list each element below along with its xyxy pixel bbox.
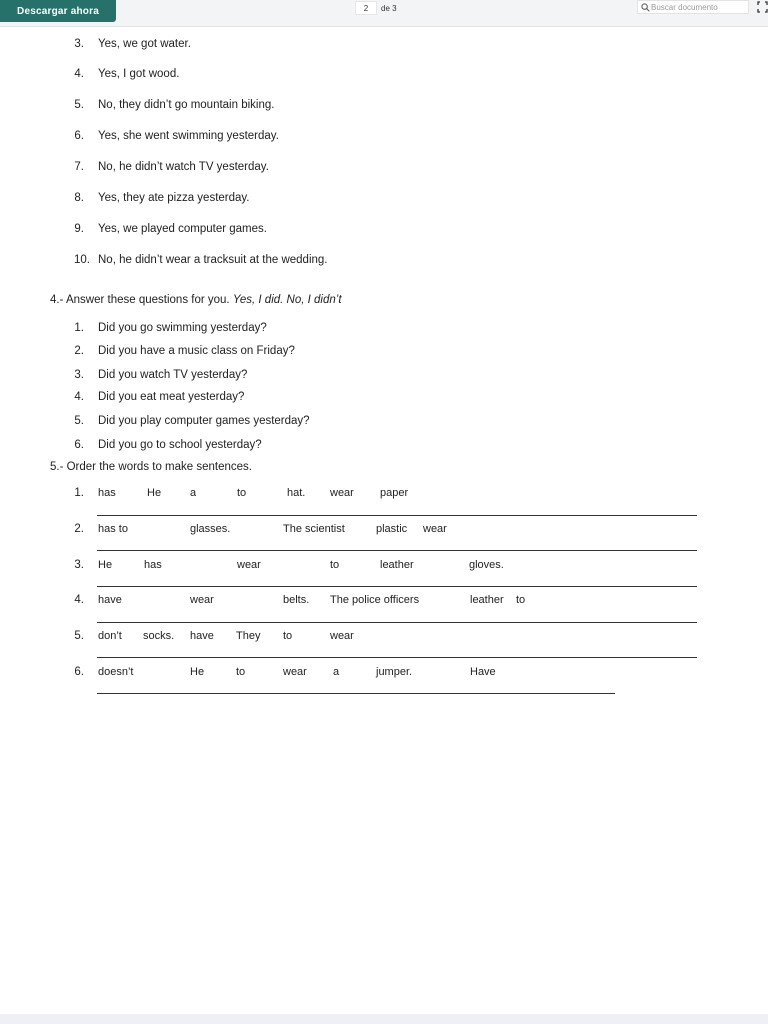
- scrambled-word: has to: [98, 523, 128, 535]
- scrambled-word: have: [98, 594, 122, 606]
- item-number: 5.: [74, 99, 84, 111]
- scrambled-word: leather: [380, 559, 414, 571]
- scrambled-word: doesn’t: [98, 666, 134, 678]
- scrambled-word: hat.: [287, 487, 306, 499]
- scrambled-word: belts.: [283, 594, 310, 606]
- scrambled-word: to: [236, 666, 246, 678]
- answer-line: [97, 515, 697, 516]
- scrambled-word: a: [190, 487, 197, 499]
- answer-line: [97, 657, 697, 658]
- section-4-title: 4.- Answer these questions for you.: [50, 294, 230, 306]
- page-number-input[interactable]: [355, 1, 377, 15]
- item-number: 3.: [74, 559, 84, 571]
- scrambled-word: wear: [283, 666, 307, 678]
- page-total-label: de 3: [381, 3, 397, 13]
- document-page: [0, 26, 768, 1016]
- scrambled-word: wear: [330, 487, 354, 499]
- fullscreen-icon[interactable]: [757, 1, 768, 13]
- answer-line: [97, 586, 697, 587]
- viewer-bottom-bar: [0, 1014, 768, 1024]
- scrambled-word: plastic: [376, 523, 408, 535]
- scrambled-word: to: [330, 559, 340, 571]
- section-4-heading: [50, 293, 342, 307]
- scrambled-word: to: [283, 630, 293, 642]
- scrambled-word: paper: [380, 487, 409, 499]
- scrambled-word: to: [237, 487, 247, 499]
- item-text: Yes, they ate pizza yesterday.: [98, 192, 250, 204]
- answer-line: [97, 550, 697, 551]
- scrambled-word: socks.: [143, 630, 175, 642]
- answer-line: [97, 693, 615, 694]
- item-text: Did you go swimming yesterday?: [98, 322, 267, 334]
- item-text: Did you watch TV yesterday?: [98, 369, 248, 381]
- item-number: 9.: [74, 223, 84, 235]
- section-5-title: 5.- Order the words to make sentences.: [50, 461, 252, 473]
- scrambled-word: has: [144, 559, 162, 571]
- item-number: 2.: [74, 345, 84, 357]
- scrambled-word: Have: [470, 666, 496, 678]
- item-number: 4.: [74, 391, 84, 403]
- search-icon: [641, 3, 650, 12]
- scrambled-word: wear: [423, 523, 447, 535]
- item-text: Did you eat meat yesterday?: [98, 391, 245, 403]
- item-number: 4.: [74, 68, 84, 80]
- scrambled-word: They: [236, 630, 261, 642]
- scrambled-word: wear: [237, 559, 261, 571]
- scrambled-word: wear: [330, 630, 354, 642]
- item-text: Yes, I got wood.: [98, 68, 180, 80]
- item-text: No, they didn’t go mountain biking.: [98, 99, 275, 111]
- scrambled-word: He: [98, 559, 113, 571]
- item-number: 3.: [74, 38, 84, 50]
- item-text: Yes, she went swimming yesterday.: [98, 130, 279, 142]
- answer-line: [97, 622, 697, 623]
- item-number: 6.: [74, 439, 84, 451]
- item-text: Did you play computer games yesterday?: [98, 415, 310, 427]
- scrambled-word: to: [516, 594, 526, 606]
- scrambled-word: has: [98, 487, 116, 499]
- scrambled-word: jumper.: [376, 666, 413, 678]
- item-number: 6.: [74, 666, 84, 678]
- scrambled-word: The police officers: [330, 594, 420, 606]
- item-number: 5.: [74, 415, 84, 427]
- item-number: 10.: [74, 254, 90, 266]
- item-number: 4.: [74, 594, 84, 606]
- item-number: 3.: [74, 369, 84, 381]
- scrambled-word: The scientist: [283, 523, 345, 535]
- item-text: Did you go to school yesterday?: [98, 439, 262, 451]
- item-text: Did you have a music class on Friday?: [98, 345, 295, 357]
- download-now-button[interactable]: Descargar ahora: [0, 0, 116, 22]
- item-number: 2.: [74, 523, 84, 535]
- page-indicator: [355, 0, 397, 16]
- scrambled-word: don’t: [98, 630, 122, 642]
- item-number: 7.: [74, 161, 84, 173]
- scrambled-word: a: [333, 666, 340, 678]
- item-number: 5.: [74, 630, 84, 642]
- scrambled-word: glasses.: [190, 523, 231, 535]
- scrambled-word: He: [147, 487, 162, 499]
- scrambled-word: gloves.: [469, 559, 504, 571]
- scrambled-word: wear: [190, 594, 214, 606]
- item-number: 1.: [74, 322, 84, 334]
- item-text: No, he didn’t wear a tracksuit at the wedding.: [98, 254, 328, 266]
- item-text: No, he didn’t watch TV yesterday.: [98, 161, 269, 173]
- scrambled-word: leather: [470, 594, 504, 606]
- viewer-toolbar: [0, 0, 768, 27]
- scrambled-word: He: [190, 666, 205, 678]
- search-box[interactable]: [637, 0, 749, 14]
- search-input[interactable]: [651, 3, 743, 12]
- scrambled-word: have: [190, 630, 214, 642]
- item-text: Yes, we played computer games.: [98, 223, 267, 235]
- item-text: Yes, we got water.: [98, 38, 191, 50]
- item-number: 6.: [74, 130, 84, 142]
- section-4-hint: Yes, I did. No, I didn’t: [232, 294, 342, 306]
- item-number: 1.: [74, 487, 84, 499]
- item-number: 8.: [74, 192, 84, 204]
